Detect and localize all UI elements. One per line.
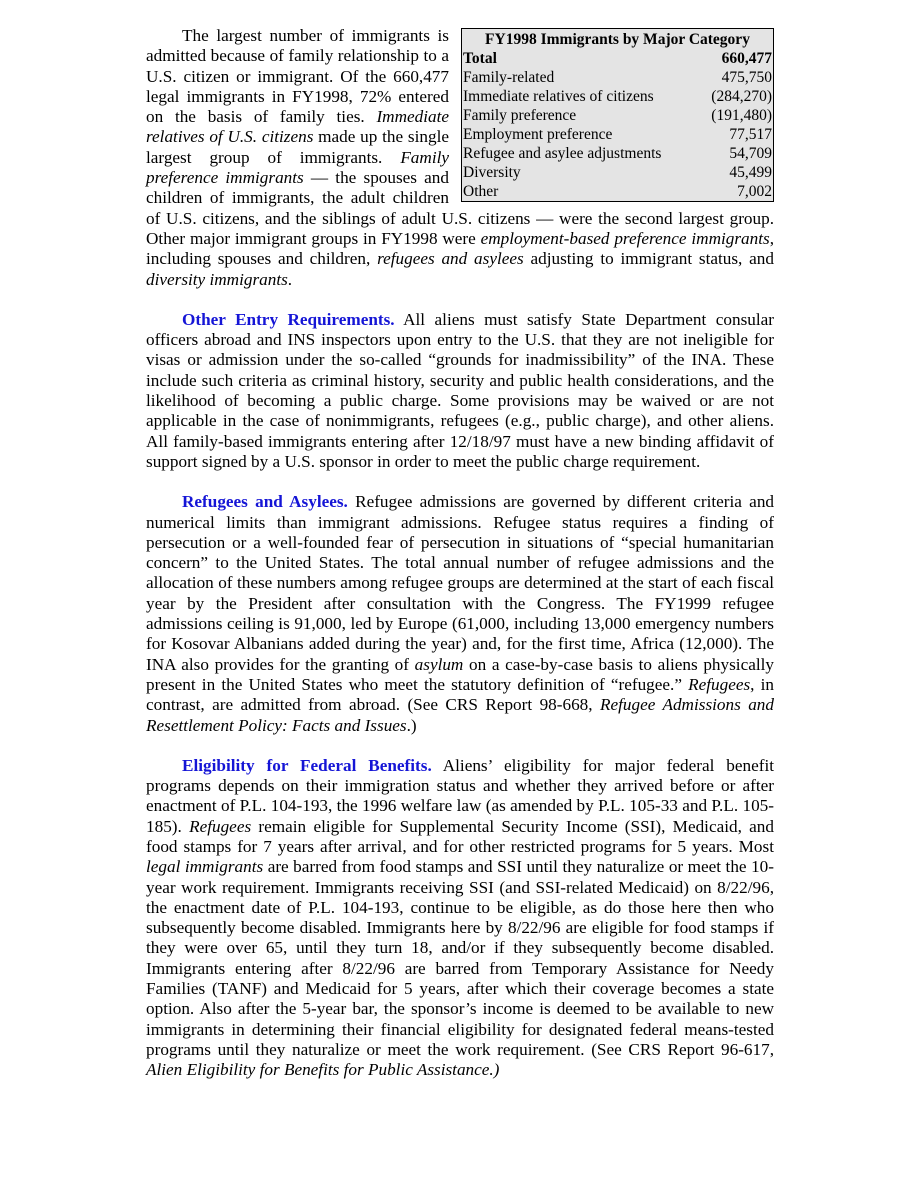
table-row: Total 660,477 [463,50,772,67]
table-row: Family-related 475,750 [463,69,772,86]
section-heading: Other Entry Requirements. [182,309,395,329]
paragraph-entry-requirements: Other Entry Requirements. All aliens must satisfy State Department consular officers abroad and INS inspectors upon entry to the U.S. that they are not ineligible for visas or admission under the so-called “grounds for inadmissibility” of the INA. These include such criteria as criminal history, security and public health considerations, and the likelihood of becoming a public charge. Some provisions may be waived or are not applicable in the case of nonimmigrants, refugees (e.g., public charge), and other aliens. All family-based immigrants entering after 12/18/97 must have a new binding affidavit of support signed by a U.S. sponsor in order to meet the public charge requirement. [146,309,774,471]
table-row: Other 7,002 [463,183,772,200]
paragraph-federal-benefits: Eligibility for Federal Benefits. Aliens’ eligibility for major federal benefit programs depends on their immigration status and whether they arrived before or after enactment of P.L. 104-193, the 1996 welfare law (as amended by P.L. 105-33 and P.L. 105-185). Refugees remain eligible for Supplemental Security Income (SSI), Medicaid, and food stamps for 7 years after arrival, and for other restricted programs for 5 years. Most legal immigrants are barred from food stamps and SSI until they naturalize or meet the 10-year work requirement. Immigrants receiving SSI (and SSI-related Medicaid) on 8/22/96, the enactment date of P.L. 104-193, continue to be eligible, as do those here then who subsequently become disabled. Immigrants here by 8/22/96 are eligible for food stamps if they were over 65, until they turn 18, and/or if they subsequently become disabled. Immigrants entering after 8/22/96 are barred from Temporary Assistance for Needy Families (TANF) and Medicaid for 5 years, after which their coverage becomes a state option. Also after the 5-year bar, the sponsor’s income is deemed to be available to new immigrants in determining their financial eligibility for designated federal means-tested programs until they naturalize or meet the work requirement. (See CRS Report 96-617, Alien Eligibility for Benefits for Public Assistance.) [146,755,774,1080]
paragraph-refugees-asylees: Refugees and Asylees. Refugee admissions are governed by different criteria and numerical limits than immigrant admissions. Refugee status requires a finding of persecution or a well-founded fear of persecution in situations of “special humanitarian concern” to the United States. The total annual number of refugee admissions and the allocation of these numbers among refugee groups are determined at the start of each fiscal year by the President after consultation with the Congress. The FY1999 refugee admissions ceiling is 91,000, led by Europe (61,000, including 13,000 emergency numbers for Kosovar Albanians added during the year) and, for the first time, Africa (12,000). The INA also provides for the granting of asylum on a case-by-case basis to aliens physically present in the United States who meet the statutory definition of “refugee.” Refugees, in contrast, are admitted from abroad. (See CRS Report 98-668, Refugee Admissions and Resettlement Policy: Facts and Issues.) [146,492,775,735]
section-heading: Refugees and Asylees. [182,492,348,512]
document-page [146,26,774,1081]
table-row: Refugee and asylee adjustments 54,709 [463,145,772,162]
table-row: Employment preference 77,517 [463,126,772,143]
table-row: Immediate relatives of citizens (284,270) [463,88,772,105]
table-title: FY1998 Immigrants by Major Category [485,31,750,48]
paragraph-family-immigrants: The largest number of immigrants is admitted because of family relationship to a U.S. citizen or immigrant. Of the 660,477 legal immigrants in FY1998, 72% entered on the basis of family ties. Immediate relatives of U.S. citizens made up the single largest group of immigrants. Family preference immigrants — the spouses and children of immigrants, the adult children of U.S. citizens, and the siblings of adult U.S. citizens — were the second largest group. Other major immigrant groups in FY1998 were employment-based preference immigrants, including spouses and children, refugees and asylees adjusting to immigrant status, and diversity immigrants. [146,26,774,289]
section-heading: Eligibility for Federal Benefits. [182,755,432,775]
table-row: Family preference (191,480) [463,107,772,124]
immigrants-category-table [461,28,774,202]
table-row: Diversity 45,499 [463,164,772,181]
